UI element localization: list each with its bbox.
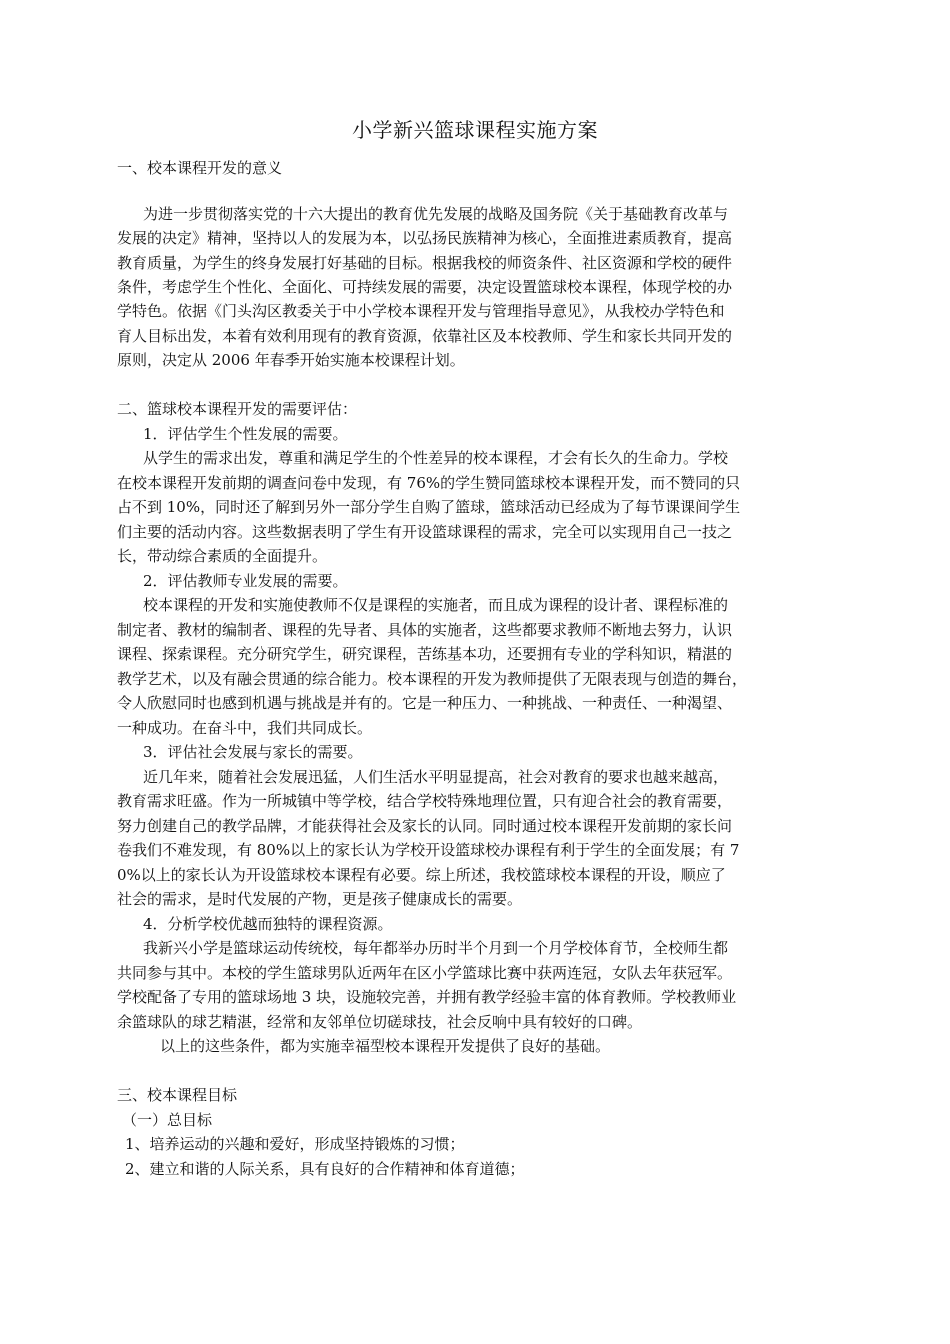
paragraph-line: 教学艺术，以及有融会贯通的综合能力。校本课程的开发为教师提供了无限表现与创造的舞台，	[117, 670, 748, 688]
paragraph-line: 教育质量，为学生的终身发展打好基础的目标。根据我校的师资条件、社区资源和学校的硬件	[117, 254, 733, 272]
paragraph-line: 社会的需求，是时代发展的产物，更是孩子健康成长的需要。	[117, 890, 523, 908]
paragraph-line: 校本课程的开发和实施使教师不仅是课程的实施者，而且成为课程的设计者、课程标准的	[143, 596, 729, 614]
section-heading-2: 二、篮球校本课程开发的需要评估：	[117, 400, 358, 418]
section-heading-1: 一、校本课程开发的意义	[117, 159, 283, 177]
paragraph-line: 发展的决定》精神，坚持以人的发展为本，以弘扬民族精神为核心，全面推进素质教育，提高	[117, 229, 733, 247]
paragraph-line: 学校配备了专用的篮球场地 3 块，设施较完善，并拥有教学经验丰富的体育教师。学校教师业	[117, 988, 737, 1006]
paragraph-line: 长，带动综合素质的全面提升。	[117, 547, 328, 565]
document-title: 小学新兴篮球课程实施方案	[352, 118, 598, 142]
list-item: 2、建立和谐的人际关系，具有良好的合作精神和体育道德；	[125, 1160, 525, 1178]
paragraph-line: 令人欣慰同时也感到机遇与挑战是并有的。它是一种压力、一种挑战、一种责任、一种渴望、	[117, 694, 733, 712]
paragraph-line: 占不到 10%，同时还了解到另外一部分学生自购了篮球，篮球活动已经成为了每节课课间学生	[117, 498, 741, 516]
paragraph-line: 我新兴小学是篮球运动传统校，每年都举办历时半个月到一个月学校体育节，全校师生都	[143, 939, 729, 957]
paragraph-line: 制定者、教材的编制者、课程的先导者、具体的实施者，这些都要求教师不断地去努力，认识	[117, 621, 733, 639]
list-item: 1、培养运动的兴趣和爱好，形成坚持锻炼的习惯；	[125, 1135, 465, 1153]
paragraph-line: 从学生的需求出发，尊重和满足学生的个性差异的校本课程，才会有长久的生命力。学校	[143, 449, 729, 467]
paragraph-line: 教育需求旺盛。作为一所城镇中等学校，结合学校特殊地理位置，只有迎合社会的教育需要，	[117, 792, 733, 810]
paragraph-line: 学特色。依据《门头沟区教委关于中小学校本课程开发与管理指导意见》，从我校办学特色和	[117, 302, 725, 320]
paragraph-line: 条件，考虑学生个性化、全面化、可持续发展的需要，决定设置篮球校本课程，体现学校的办	[117, 278, 733, 296]
paragraph-line: 们主要的活动内容。这些数据表明了学生有开设篮球课程的需求，完全可以实现用自己一技之	[117, 523, 733, 541]
paragraph-line: 余篮球队的球艺精湛，经常和友邻单位切磋球技，社会反响中具有较好的口碑。	[117, 1013, 643, 1031]
paragraph-line: 共同参与其中。本校的学生篮球男队近两年在区小学篮球比赛中获两连冠，女队去年获冠军。	[117, 964, 733, 982]
paragraph-line: 原则，决定从 2006 年春季开始实施本校课程计划。	[117, 351, 465, 369]
paragraph-line: 为进一步贯彻落实党的十六大提出的教育优先发展的战略及国务院《关于基础教育改革与	[143, 205, 729, 223]
subsection-heading: 1．评估学生个性发展的需要。	[143, 425, 348, 443]
paragraph-line: 以上的这些条件，都为实施幸福型校本课程开发提供了良好的基础。	[160, 1037, 611, 1055]
section-heading-3: 三、校本课程目标	[117, 1086, 238, 1104]
subsection-heading: 2．评估教师专业发展的需要。	[143, 572, 348, 590]
paragraph-line: 课程、探索课程。充分研究学生，研究课程，苦练基本功，还要拥有专业的学科知识，精湛的	[117, 645, 733, 663]
subsection-heading: 4．分析学校优越而独特的课程资源。	[143, 915, 393, 933]
paragraph-line: 近几年来，随着社会发展迅猛，人们生活水平明显提高，社会对教育的要求也越来越高，	[143, 768, 729, 786]
paragraph-line: 0%以上的家长认为开设篮球校本课程有必要。综上所述，我校篮球校本课程的开设，顺应了	[117, 866, 726, 884]
paragraph-line: 育人目标出发，本着有效利用现有的教育资源，依靠社区及本校教师、学生和家长共同开发的	[117, 327, 733, 345]
subsection-heading: （一）总目标	[122, 1111, 213, 1129]
paragraph-line: 卷我们不难发现，有 80%以上的家长认为学校开设篮球校办课程有利于学生的全面发展；有 7	[117, 841, 740, 859]
paragraph-line: 在校本课程开发前期的调查问卷中发现，有 76%的学生赞同篮球校本课程开发，而不赞同的只	[117, 474, 741, 492]
subsection-heading: 3．评估社会发展与家长的需要。	[143, 743, 363, 761]
paragraph-line: 努力创建自己的教学品牌，才能获得社会及家长的认同。同时通过校本课程开发前期的家长问	[117, 817, 733, 835]
paragraph-line: 一种成功。在奋斗中，我们共同成长。	[117, 719, 373, 737]
